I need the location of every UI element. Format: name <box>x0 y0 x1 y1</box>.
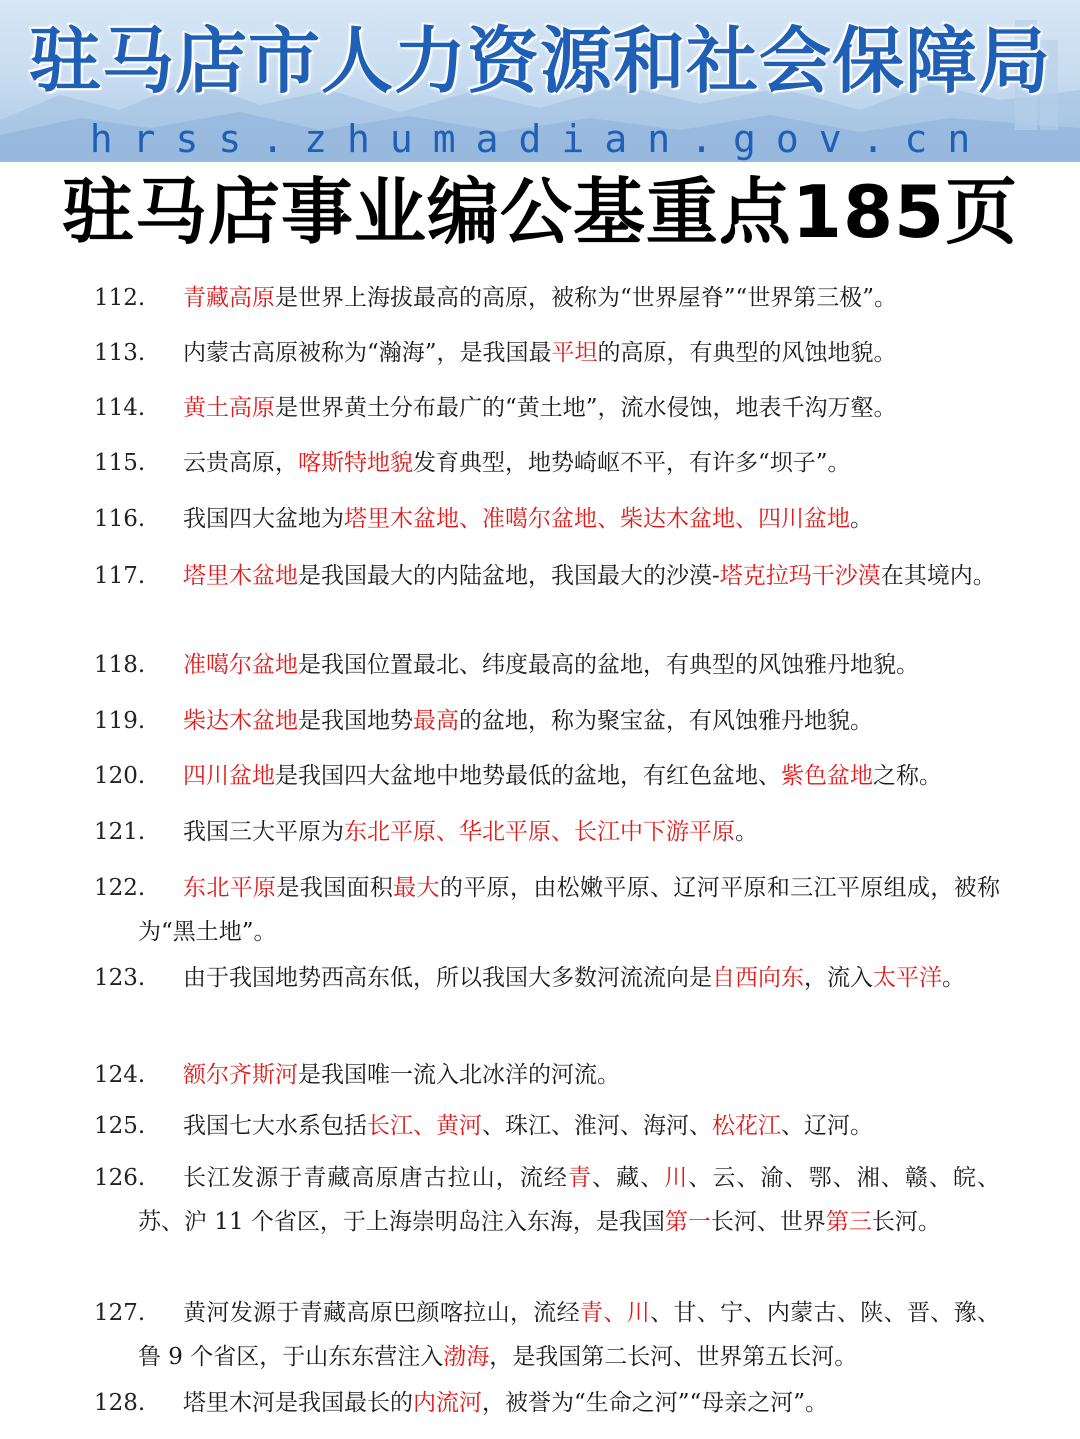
highlighted-term: 柴达木盆地 <box>183 708 298 734</box>
item-text <box>138 1104 1000 1148</box>
text-segment: 是世界上海拔最高的高原，被称为“世界屋脊”“世界第三极”。 <box>275 285 898 311</box>
item-text <box>138 1291 1000 1379</box>
item-number: 124. <box>94 1062 146 1088</box>
text-segment: 、甘、宁、内蒙古、陕、晋、豫、鲁 9 个省区，于山东东营注入 <box>138 1300 1001 1370</box>
item-text <box>138 643 1000 687</box>
text-segment: 云贵高原， <box>183 450 298 476</box>
highlighted-term: 喀斯特地貌 <box>298 450 413 476</box>
text-segment: 在其境内。 <box>880 563 996 589</box>
text-segment: 是世界黄土分布最广的“黄土地”，流水侵蚀，地表千沟万壑。 <box>275 395 897 421</box>
highlighted-term: 松花江 <box>712 1113 781 1139</box>
item-text <box>138 956 1000 1000</box>
item-number: 121. <box>94 819 146 845</box>
highlighted-term: 额尔齐斯河 <box>183 1062 298 1088</box>
item-number: 128. <box>94 1390 146 1416</box>
text-segment: 是我国唯一流入北冰洋的河流。 <box>298 1062 620 1088</box>
highlighted-term: 东北平原、华北平原、长江中下游平原 <box>344 819 735 845</box>
text-segment: 我国七大水系包括 <box>183 1113 367 1139</box>
item-text <box>138 386 1000 430</box>
text-segment: 的高原，有典型的风蚀地貌。 <box>597 340 897 366</box>
highlighted-term: 内流河 <box>413 1390 482 1416</box>
item-text <box>138 441 1000 485</box>
highlighted-term: 自西向东 <box>712 965 804 991</box>
text-segment: 是我国位置最北、纬度最高的盆地，有典型的风蚀雅丹地貌。 <box>298 652 919 678</box>
text-segment: 我国四大盆地为 <box>183 506 344 532</box>
text-segment: ，被誉为“生命之河”“母亲之河”。 <box>482 1390 829 1416</box>
item-number: 119. <box>94 708 146 734</box>
text-segment: ，流入 <box>804 965 873 991</box>
text-segment: 黄河发源于青藏高原巴颜喀拉山，流经 <box>183 1300 580 1326</box>
item-text <box>138 754 1000 798</box>
text-segment: 发育典型，地势崎岖不平，有许多“坝子”。 <box>413 450 851 476</box>
highlighted-term: 川 <box>664 1165 689 1191</box>
text-segment: 。 <box>942 965 965 991</box>
text-segment: 的平原，由松嫩平原、辽河平原和三江平原组成，被称为“黑土地”。 <box>138 875 1001 945</box>
item-text <box>138 1156 1000 1244</box>
highlighted-term: 第一 <box>664 1209 711 1235</box>
item-number: 116. <box>94 506 146 532</box>
item-number: 122. <box>94 875 146 901</box>
text-segment: 的盆地，称为聚宝盆，有风蚀雅丹地貌。 <box>459 708 873 734</box>
highlighted-term: 太平洋 <box>873 965 942 991</box>
highlighted-term: 四川盆地 <box>183 763 275 789</box>
highlighted-term: 青、川 <box>580 1300 651 1326</box>
text-segment: 、云、渝、鄂、湘、赣、皖、苏、沪 11 个省区，于上海崇明岛注入东海，是我国 <box>138 1165 1001 1235</box>
highlighted-term: 青藏高原 <box>183 285 275 311</box>
highlighted-term: 黄土高原 <box>183 395 275 421</box>
text-segment: 我国三大平原为 <box>183 819 344 845</box>
highlighted-term: 平坦 <box>551 340 598 366</box>
text-segment: 之称。 <box>873 763 942 789</box>
text-segment: 长江发源于青藏高原唐古拉山，流经 <box>183 1165 568 1191</box>
item-number: 112. <box>94 285 146 311</box>
item-number: 125. <box>94 1113 146 1139</box>
item-text <box>138 866 1000 954</box>
highlighted-term: 最高 <box>413 708 459 734</box>
item-text <box>138 276 1000 320</box>
highlighted-term: 塔克拉玛干沙漠 <box>719 563 881 589</box>
highlighted-term: 紫色盆地 <box>781 763 873 789</box>
highlighted-term: 第三 <box>825 1209 872 1235</box>
item-text <box>138 497 1000 541</box>
header-banner <box>0 0 1080 162</box>
item-number: 123. <box>94 965 146 991</box>
text-segment: ，是我国第二长河、世界第五长河。 <box>489 1344 858 1370</box>
item-number: 120. <box>94 763 146 789</box>
text-segment: 由于我国地势西高东低，所以我国大多数河流流向是 <box>183 965 712 991</box>
item-number: 114. <box>94 395 146 421</box>
bureau-name: 驻马店市人力资源和社会保障局 <box>28 19 1051 103</box>
page-title: 驻马店事业编公基重点185页 <box>61 170 1019 254</box>
item-number: 118. <box>94 652 146 678</box>
highlighted-term: 塔里木盆地、准噶尔盆地、柴达木盆地、四川盆地 <box>344 506 850 532</box>
item-text <box>138 1381 1000 1425</box>
text-segment: 内蒙古高原被称为“瀚海”，是我国最 <box>183 340 552 366</box>
text-segment: 长河、世界 <box>710 1209 826 1235</box>
item-text <box>138 1053 1000 1097</box>
item-text <box>138 810 1000 854</box>
highlighted-term: 渤海 <box>443 1344 490 1370</box>
text-segment: 是我国地势 <box>298 708 413 734</box>
item-text <box>138 699 1000 743</box>
text-segment: 。 <box>850 506 873 532</box>
highlighted-term: 东北平原 <box>183 875 277 901</box>
text-segment: 塔里木河是我国最长的 <box>183 1390 413 1416</box>
text-segment: 是我国面积 <box>276 875 394 901</box>
highlighted-term: 长江、黄河 <box>367 1113 482 1139</box>
text-segment: 、珠江、淮河、海河、 <box>482 1113 712 1139</box>
item-number: 117. <box>94 563 146 589</box>
item-number: 127. <box>94 1300 146 1326</box>
highlighted-term: 最大 <box>393 875 440 901</box>
item-number: 126. <box>94 1165 146 1191</box>
text-segment: 、辽河。 <box>781 1113 873 1139</box>
bureau-url: hrss.zhumadian.gov.cn <box>89 117 991 161</box>
item-text <box>138 554 1000 598</box>
text-segment: 是我国四大盆地中地势最低的盆地，有红色盆地、 <box>275 763 781 789</box>
text-segment: 长河。 <box>871 1209 941 1235</box>
highlighted-term: 塔里木盆地 <box>183 563 298 589</box>
text-segment: 。 <box>735 819 758 845</box>
highlighted-term: 准噶尔盆地 <box>183 652 298 678</box>
text-segment: 、藏、 <box>592 1165 665 1191</box>
item-text <box>138 331 1000 375</box>
item-number: 115. <box>94 450 146 476</box>
highlighted-term: 青 <box>567 1165 593 1191</box>
item-number: 113. <box>94 340 146 366</box>
text-segment: 是我国最大的内陆盆地，我国最大的沙漠- <box>298 563 720 589</box>
